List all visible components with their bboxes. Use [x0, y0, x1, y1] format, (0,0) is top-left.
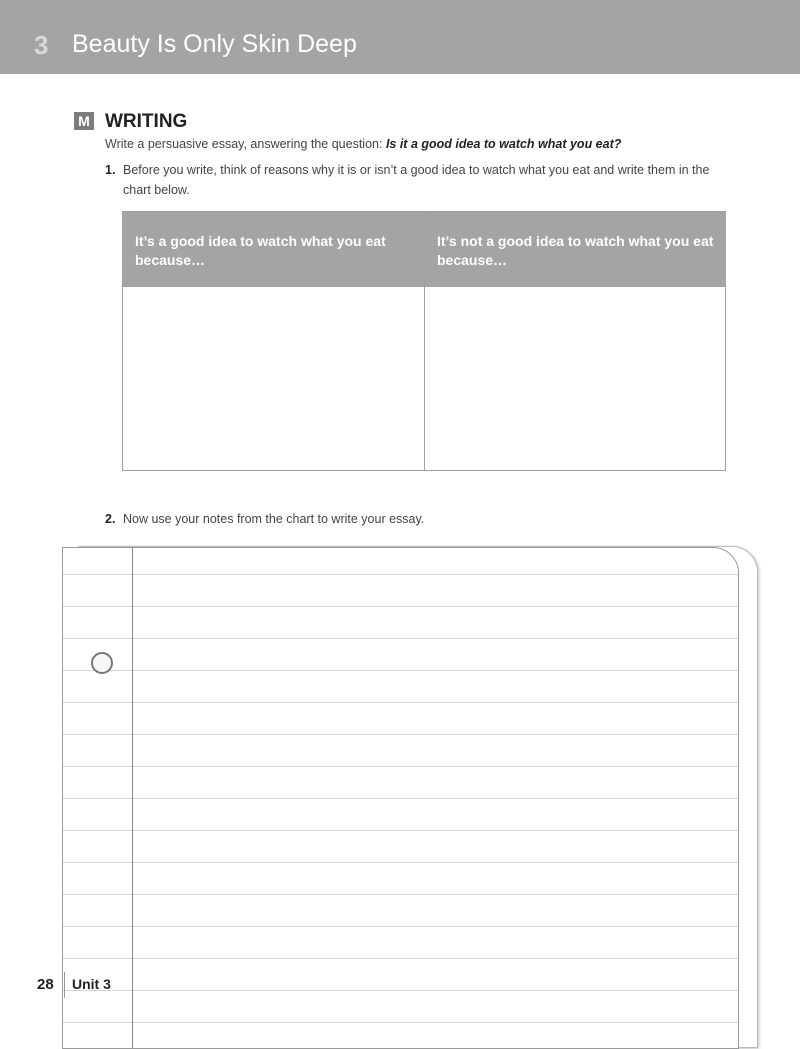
reasons-chart — [122, 211, 726, 471]
footer-unit-label: Unit 3 — [72, 976, 111, 992]
section-intro — [105, 137, 621, 151]
unit-number: 3 — [34, 30, 49, 60]
intro-question: Is it a good idea to watch what you eat? — [385, 137, 622, 151]
footer-divider — [64, 972, 65, 998]
page-number: 28 — [37, 976, 54, 993]
chart-header-con: It’s not a good idea to watch what you eat because… — [425, 212, 726, 287]
chart-cell-pro[interactable] — [123, 287, 424, 470]
margin-line — [132, 548, 133, 1048]
unit-title: Beauty Is Only Skin Deep — [72, 30, 357, 58]
section-title: WRITING — [105, 111, 188, 132]
item-text: Before you write, think of reasons why it is or isn’t a good idea to watch what you eat and write them in the chart below. — [123, 163, 710, 197]
intro-text: Write a persuasive essay, answering the question: — [105, 137, 386, 151]
item-text: Now use your notes from the chart to write your essay. — [123, 512, 425, 526]
chart-cell-con[interactable] — [425, 287, 726, 470]
page-header — [0, 0, 800, 74]
chart-header-pro: It’s a good idea to watch what you eat because… — [123, 212, 424, 287]
section-badge: M — [74, 112, 94, 130]
item-number: 1. — [105, 163, 116, 177]
item-number: 2. — [105, 512, 116, 526]
binder-hole-icon — [91, 652, 113, 674]
essay-writing-area[interactable] — [62, 547, 739, 1049]
